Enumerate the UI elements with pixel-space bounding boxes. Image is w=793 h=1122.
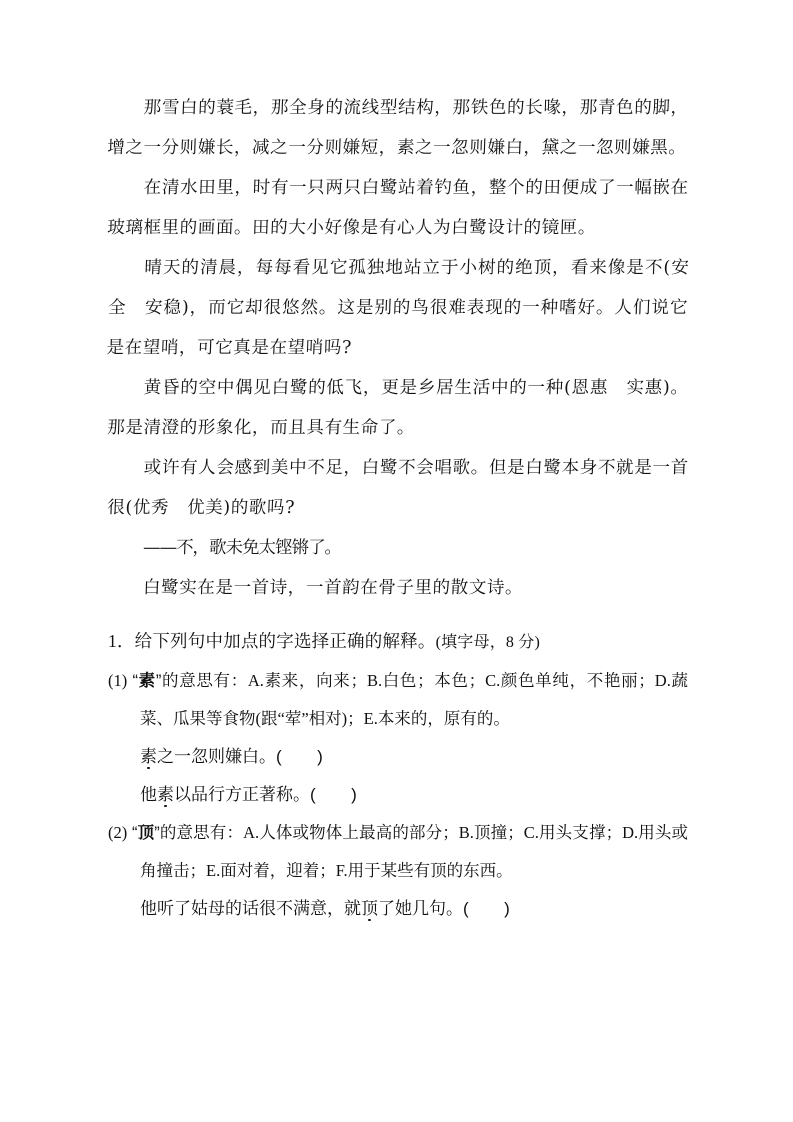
passage-paragraph-4: 黄昏的空中偶见白鹭的低飞，更是乡居生活中的一种(恩惠 实惠)。那是清澄的形象化，而且具有生命了。 bbox=[106, 378, 690, 438]
sub-question-2-quote-open: “ bbox=[131, 824, 138, 842]
sub-question-2-prompt: 的意思有： bbox=[159, 824, 244, 842]
sub-question-1-headword: 素 bbox=[138, 672, 156, 690]
answer-blank[interactable]: ( ) bbox=[276, 747, 324, 766]
passage-paragraph-5: 或许有人会感到美中不足，白鹭不会唱歌。但是白鹭本身不就是一首很(优秀 优美)的歌吗? bbox=[106, 458, 690, 518]
passage-closing-line: 白鹭实在是一首诗，一首韵在骨子里的散文诗。 bbox=[142, 578, 524, 598]
sub-question-1-prompt: 的意思有： bbox=[161, 672, 248, 690]
question-note: (填字母，8 分) bbox=[435, 634, 541, 651]
exercise-section bbox=[108, 622, 688, 928]
sentence-before: 他听了姑母的话很不满意，就 bbox=[140, 899, 361, 918]
sub-question-2-headword: 顶 bbox=[137, 824, 155, 842]
sub-question-2-sentence-1 bbox=[108, 890, 688, 928]
sentence-after: 以品行方正著称。 bbox=[174, 785, 310, 804]
sub-question-1-quote-open: “ bbox=[132, 672, 139, 690]
sub-question-2-options: A.人体或物体上最高的部分；B.顶撞；C.用头支撑；D.用头或角撞击；E.面对着，迎着；F.用于某些有顶的东西。 bbox=[140, 823, 689, 880]
sentence-before: 他 bbox=[140, 785, 157, 804]
sub-question-1-sentence-2 bbox=[108, 776, 688, 814]
sub-question-2-quote-close: ” bbox=[154, 824, 160, 842]
sub-question-1-options: A.素来，向来；B.白色；本色；C.颜色单纯，不艳丽；D.蔬菜、瓜果等食物(跟“荤”相对)；E.本来的，原有的。 bbox=[140, 671, 689, 728]
passage-dash-line: ——不，歌未免太铿锵了。 bbox=[142, 538, 342, 558]
passage-paragraph-2: 在清水田里，时有一只两只白鹭站着钓鱼，整个的田便成了一幅嵌在玻璃框里的画面。田的大小好像是有心人为白鹭设计的镜匣。 bbox=[106, 178, 690, 238]
page-content bbox=[108, 88, 688, 928]
sub-question-1-sentence-1 bbox=[108, 738, 688, 776]
sub-question-2-label: (2) bbox=[108, 823, 128, 842]
question-stem: 给下列句中加点的字选择正确的解释。 bbox=[134, 631, 436, 651]
passage-paragraph-1: 那雪白的蓑毛，那全身的流线型结构，那铁色的长喙，那青色的脚，增之一分则嫌长，减之一分则嫌短，素之一忽则嫌白，黛之一忽则嫌黑。 bbox=[106, 98, 690, 158]
answer-blank[interactable]: ( ) bbox=[310, 785, 358, 804]
sub-question-1 bbox=[108, 662, 688, 738]
emphasis-dotted-character: 素 bbox=[157, 785, 174, 804]
sentence-after: 之一忽则嫌白。 bbox=[157, 747, 276, 766]
answer-blank[interactable]: ( ) bbox=[463, 899, 511, 918]
question-number-separator: ． bbox=[116, 631, 135, 651]
sub-question-1-label: (1) bbox=[108, 671, 128, 690]
question-number: 1 bbox=[108, 631, 117, 651]
question-1-heading bbox=[108, 622, 688, 662]
emphasis-dotted-character: 顶 bbox=[361, 899, 378, 918]
sub-question-2 bbox=[108, 814, 688, 890]
reading-passage bbox=[108, 88, 688, 608]
passage-paragraph-3: 晴天的清晨，每每看见它孤独地站立于小树的绝顶，看来像是不(安全 安稳)，而它却很悠然。这是别的鸟很难表现的一种嗜好。人们说它是在望哨，可它真是在望哨吗? bbox=[106, 258, 690, 358]
emphasis-dotted-character: 素 bbox=[140, 747, 157, 766]
sentence-after: 了她几句。 bbox=[378, 899, 463, 918]
sub-question-1-quote-close: ” bbox=[155, 672, 162, 690]
